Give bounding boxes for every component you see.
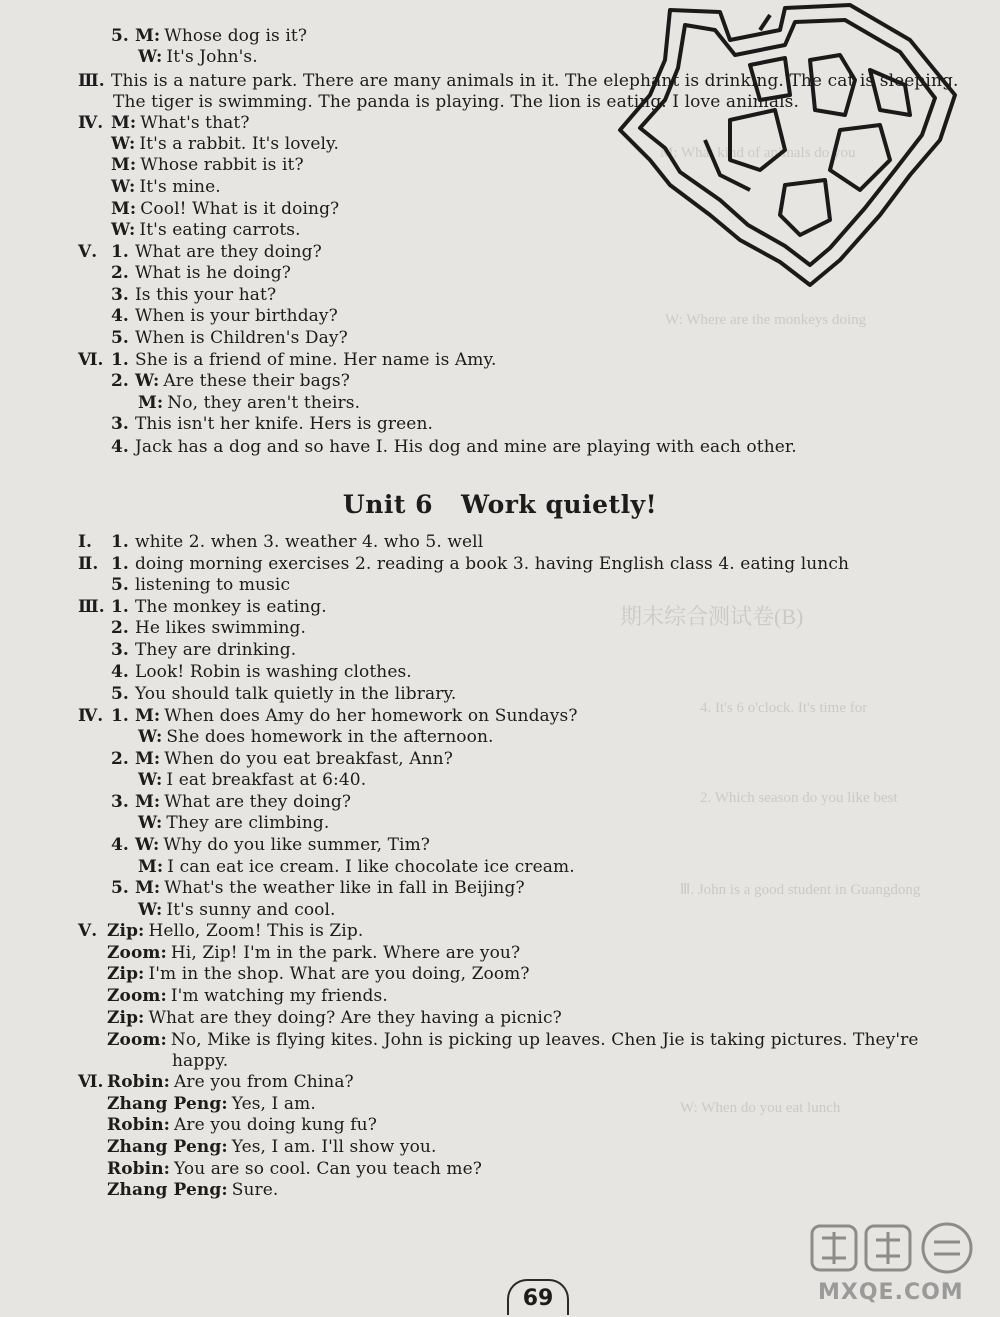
item-number: 5. — [111, 328, 129, 348]
item-number: 5. — [111, 878, 129, 898]
answer-line — [111, 414, 433, 435]
line-text: What's the weather like in fall in Beijing? — [164, 878, 525, 898]
speaker-label: Robin: — [107, 1115, 171, 1135]
answer-line — [111, 640, 296, 661]
answer-line — [111, 554, 849, 575]
bleed-through-text: 4. It's 6 o'clock. It's time for — [700, 700, 868, 716]
line-text: listening to music — [134, 575, 291, 595]
line-text: They are climbing. — [166, 813, 330, 833]
answer-line — [107, 986, 388, 1007]
line-text: When do you eat breakfast, Ann? — [164, 749, 453, 769]
answer-line — [111, 306, 338, 327]
item-number: 5. — [111, 575, 129, 595]
speaker-label: M: — [111, 113, 137, 133]
speaker-label: M: — [111, 199, 137, 219]
speaker-label: M: — [111, 155, 137, 175]
answer-line — [111, 618, 306, 639]
answer-line — [111, 371, 350, 392]
line-text: white 2. when 3. weather 4. who 5. well — [134, 532, 484, 552]
unit-title — [0, 490, 1000, 519]
line-text: doing morning exercises 2. reading a book 3. having English class 4. eating lunch — [134, 554, 849, 574]
item-number: 4. — [111, 306, 129, 326]
answer-line — [111, 71, 959, 92]
answer-line — [138, 857, 575, 878]
line-text: No, they aren't theirs. — [167, 393, 361, 413]
line-text: This is a nature park. There are many animals in it. The elephant is drinking. The cat is sleeping. — [111, 71, 959, 91]
line-text: Are you from China? — [174, 1072, 354, 1092]
speaker-label: M: — [134, 706, 161, 726]
bleed-through-text: W: When do you eat lunch — [680, 1100, 841, 1116]
speaker-label: Robin: — [107, 1159, 171, 1179]
answer-line — [138, 770, 366, 791]
section-numeral: Ⅳ. — [78, 113, 104, 133]
line-text: The monkey is eating. — [134, 597, 327, 617]
line-text: It's eating carrots. — [139, 220, 301, 240]
bleed-through-text: M: What kind of animals do you — [660, 145, 856, 161]
section-numeral: Ⅵ. — [78, 1072, 104, 1092]
answer-line — [111, 113, 250, 134]
line-text: I can eat ice cream. I like chocolate ice cream. — [167, 857, 575, 877]
line-text: It's John's. — [166, 47, 258, 67]
line-text: Whose dog is it? — [164, 26, 308, 46]
answer-line — [111, 706, 578, 727]
item-number: 4. — [111, 835, 129, 855]
answer-line — [111, 199, 339, 220]
answer-line — [111, 242, 322, 263]
bleed-through-text: 期末综合测试卷(B) — [620, 604, 804, 629]
answer-line — [107, 943, 520, 964]
line-text: Jack has a dog and so have I. His dog and mine are playing with each other. — [134, 437, 797, 457]
item-number: 1. — [111, 242, 129, 262]
line-text: No, Mike is flying kites. John is picking up leaves. Chen Jie is taking pictures. They're — [170, 1030, 919, 1050]
section-numeral: Ⅲ. — [78, 71, 105, 91]
speaker-label: Zip: — [107, 921, 145, 941]
speaker-label: Zoom: — [107, 943, 167, 963]
line-text: I'm watching my friends. — [170, 986, 388, 1006]
answer-line — [111, 263, 291, 284]
answer-line — [111, 835, 430, 856]
speaker-label: Zip: — [107, 1008, 145, 1028]
line-text: Are you doing kung fu? — [174, 1115, 377, 1135]
answer-line — [107, 1030, 919, 1051]
answer-line — [107, 1008, 562, 1029]
speaker-label: Zip: — [107, 964, 145, 984]
section-numeral: Ⅵ. — [78, 350, 104, 370]
line-text: This isn't her knife. Hers is green. — [134, 414, 433, 434]
answer-line — [107, 1180, 278, 1201]
item-number: 1. — [111, 532, 129, 552]
item-number: 3. — [111, 414, 129, 434]
answer-line — [111, 437, 797, 458]
bleed-through-text: W: Where are the monkeys doing — [665, 312, 867, 328]
answer-line — [138, 727, 494, 748]
answer-line — [138, 393, 360, 414]
line-text: You are so cool. Can you teach me? — [174, 1159, 482, 1179]
line-text: She is a friend of mine. Her name is Amy. — [134, 350, 497, 370]
answer-line — [111, 350, 496, 371]
line-text: When is Children's Day? — [134, 328, 348, 348]
speaker-label: W: — [111, 220, 136, 240]
answer-line — [107, 1137, 436, 1158]
speaker-label: Zoom: — [107, 986, 167, 1006]
item-number: 3. — [111, 285, 129, 305]
bleed-through-text: Ⅲ. John is a good student in Guangdong — [680, 882, 921, 898]
speaker-label: M: — [138, 857, 164, 877]
speaker-label: W: — [138, 813, 163, 833]
answer-line — [111, 177, 221, 198]
section-numeral: Ⅴ. — [78, 921, 98, 941]
item-number: 4. — [111, 662, 129, 682]
line-text: The tiger is swimming. The panda is playing. The lion is eating. I love animals. — [113, 92, 800, 112]
answer-line — [111, 532, 483, 553]
line-text: I eat breakfast at 6:40. — [166, 770, 367, 790]
speaker-label: Zhang Peng: — [107, 1137, 228, 1157]
item-number: 1. — [111, 706, 129, 726]
line-text: When does Amy do her homework on Sundays? — [164, 706, 578, 726]
section-numeral: Ⅱ. — [78, 554, 99, 574]
answer-line — [111, 26, 307, 47]
line-text: What's that? — [140, 113, 250, 133]
unit-name: Work quietly! — [461, 490, 658, 519]
answer-line — [107, 1072, 354, 1093]
answer-line — [138, 813, 329, 834]
answer-line — [107, 1159, 482, 1180]
item-number: 3. — [111, 640, 129, 660]
scribble-stamp — [610, 0, 980, 300]
answer-line — [111, 878, 525, 899]
item-number: 1. — [111, 597, 129, 617]
line-text: When is your birthday? — [134, 306, 338, 326]
line-text: I'm in the shop. What are you doing, Zoom? — [148, 964, 530, 984]
line-text: They are drinking. — [134, 640, 297, 660]
speaker-label: M: — [134, 792, 161, 812]
item-number: 5. — [111, 684, 129, 704]
line-text: Is this your hat? — [134, 285, 277, 305]
line-text: Whose rabbit is it? — [140, 155, 304, 175]
answer-line — [111, 684, 456, 705]
answer-line — [172, 1051, 228, 1072]
section-numeral: Ⅴ. — [78, 242, 98, 262]
speaker-label: W: — [138, 727, 163, 747]
unit-number: Unit 6 — [342, 490, 434, 519]
answer-line — [111, 285, 276, 306]
line-text: It's mine. — [139, 177, 221, 197]
line-text: What are they doing? — [164, 792, 352, 812]
speaker-label: Zhang Peng: — [107, 1180, 228, 1200]
answer-line — [111, 575, 290, 596]
answer-line — [111, 597, 327, 618]
speaker-label: M: — [138, 393, 164, 413]
watermark-text: MXQE.COM — [818, 1280, 964, 1305]
line-text: It's sunny and cool. — [166, 900, 336, 920]
speaker-label: W: — [138, 900, 163, 920]
speaker-label: M: — [134, 749, 161, 769]
answer-line — [107, 921, 363, 942]
item-number: 5. — [111, 26, 129, 46]
line-text: Are these their bags? — [163, 371, 350, 391]
line-text: Cool! What is it doing? — [140, 199, 340, 219]
answer-line — [111, 662, 412, 683]
speaker-label: M: — [134, 26, 161, 46]
line-text: happy. — [172, 1051, 229, 1071]
speaker-label: W: — [138, 770, 163, 790]
line-text: Why do you like summer, Tim? — [163, 835, 431, 855]
answer-line — [138, 900, 336, 921]
answer-line — [107, 1115, 377, 1136]
section-numeral: Ⅰ. — [78, 532, 92, 552]
item-number: 3. — [111, 792, 129, 812]
speaker-label: M: — [134, 878, 161, 898]
line-text: She does homework in the afternoon. — [166, 727, 494, 747]
item-number: 2. — [111, 618, 129, 638]
item-number: 2. — [111, 263, 129, 283]
line-text: Hi, Zip! I'm in the park. Where are you? — [170, 943, 521, 963]
speaker-label: W: — [111, 177, 136, 197]
line-text: Sure. — [231, 1180, 279, 1200]
item-number: 4. — [111, 437, 129, 457]
answer-line — [107, 1094, 316, 1115]
item-number: 2. — [111, 749, 129, 769]
item-number: 1. — [111, 554, 129, 574]
line-text: Look! Robin is washing clothes. — [134, 662, 412, 682]
speaker-label: W: — [138, 47, 163, 67]
line-text: What are they doing? — [134, 242, 322, 262]
speaker-label: Robin: — [107, 1072, 171, 1092]
answer-line — [138, 47, 258, 68]
section-numeral: Ⅳ. — [78, 706, 104, 726]
line-text: You should talk quietly in the library. — [134, 684, 457, 704]
answer-line — [111, 792, 351, 813]
bleed-through-text: 2. Which season do you like best — [700, 790, 898, 806]
speaker-label: W: — [134, 835, 160, 855]
answer-line — [113, 92, 799, 113]
line-text: What are they doing? Are they having a picnic? — [148, 1008, 562, 1028]
answer-line — [111, 220, 301, 241]
answer-line — [111, 749, 453, 770]
section-numeral: Ⅲ. — [78, 597, 105, 617]
item-number: 2. — [111, 371, 129, 391]
page-number: 69 — [507, 1279, 569, 1315]
line-text: Yes, I am. I'll show you. — [231, 1137, 437, 1157]
speaker-label: W: — [134, 371, 160, 391]
answer-line — [107, 964, 530, 985]
line-text: What is he doing? — [134, 263, 291, 283]
speaker-label: Zoom: — [107, 1030, 167, 1050]
line-text: Hello, Zoom! This is Zip. — [148, 921, 364, 941]
answer-line — [111, 328, 348, 349]
line-text: Yes, I am. — [231, 1094, 316, 1114]
answer-line — [111, 155, 304, 176]
line-text: It's a rabbit. It's lovely. — [139, 134, 339, 154]
speaker-label: Zhang Peng: — [107, 1094, 228, 1114]
speaker-label: W: — [111, 134, 136, 154]
line-text: He likes swimming. — [134, 618, 307, 638]
item-number: 1. — [111, 350, 129, 370]
answer-line — [111, 134, 339, 155]
